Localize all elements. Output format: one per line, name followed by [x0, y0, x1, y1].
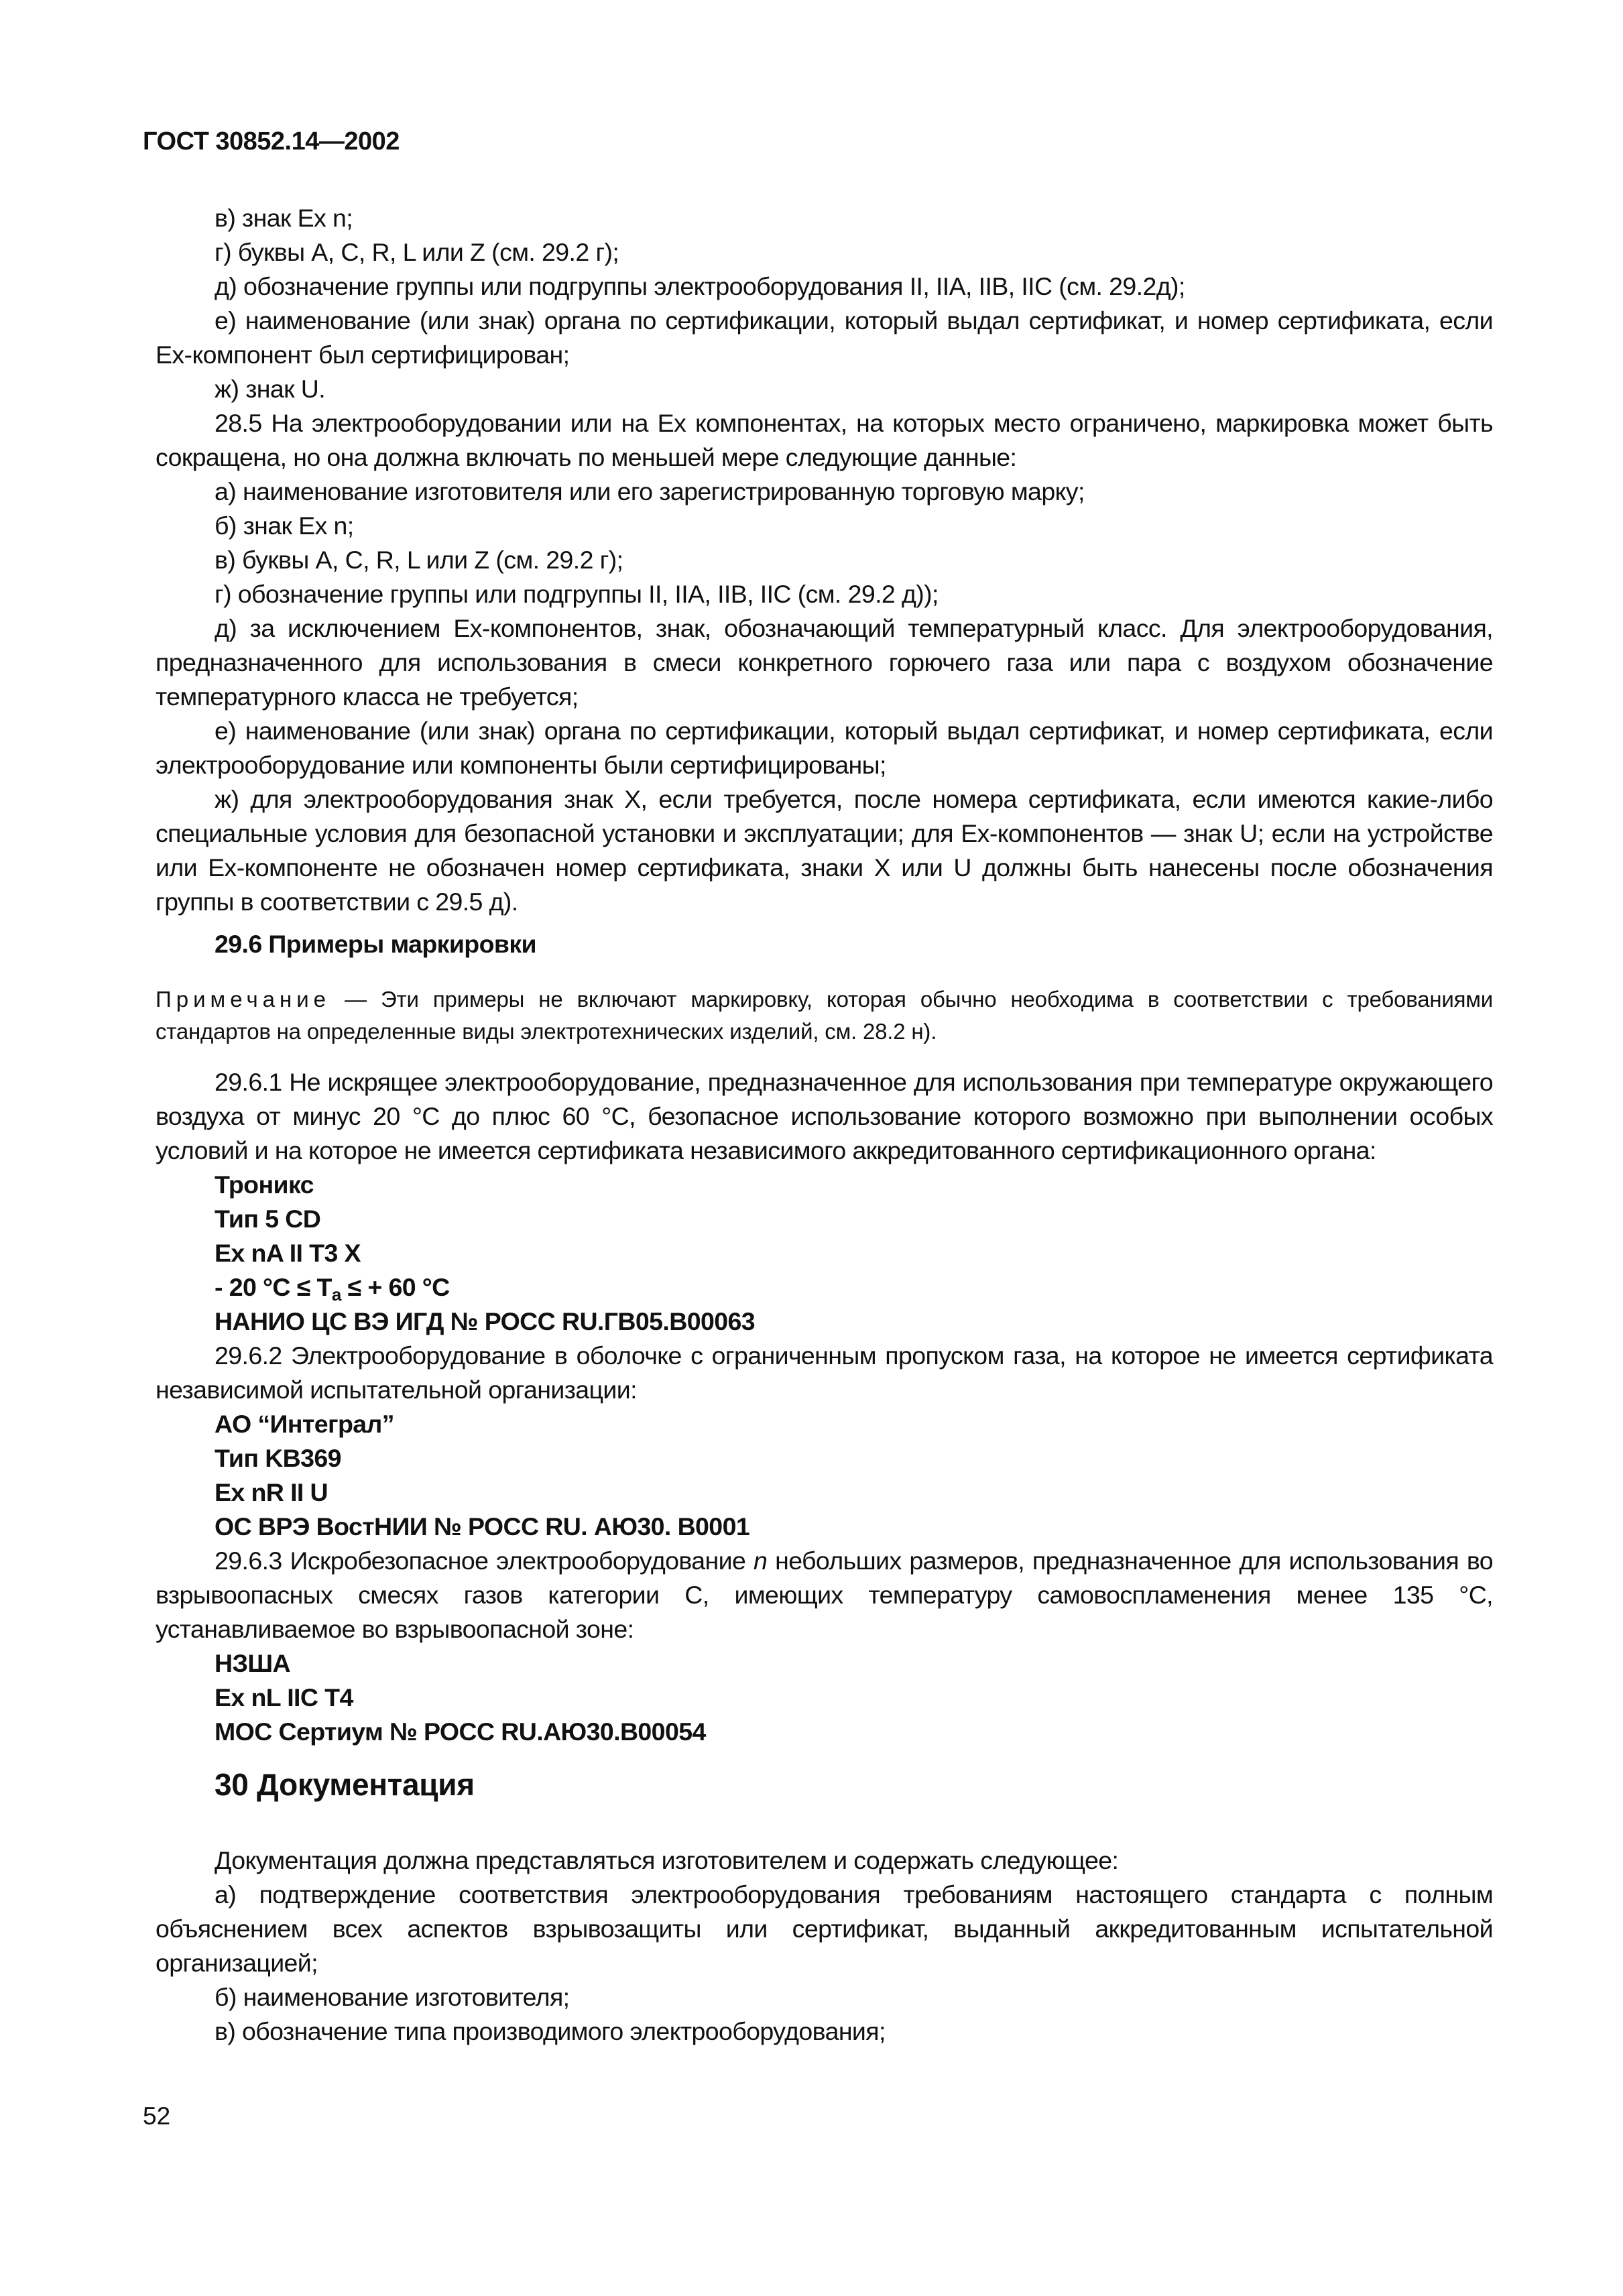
paragraph-29-6-3: 29.6.3 Искробезопасное электрооборудование n небольших размеров, предназначенное для использования во взрывоопасных смесях газов категории С, имеющих температуру самовоспламенения менее 135 °С, устанавливаемое во взрывоопасной зоне:	[156, 1547, 1494, 1643]
list-item: а) подтверждение соответствия электрооборудования требованиям настоящего стандарта с полным объяснением всех аспектов взрывозащиты или сертификат, выданный аккредитованным испытательной организацией;	[156, 1880, 1493, 1977]
subsection-heading-29-6: 29.6 Примеры маркировки	[215, 930, 536, 958]
example-line-temperature: - 20 $^\circ C \le T_a$ ≤ + 60 °C	[215, 1273, 450, 1305]
example-line: Тип KB369	[215, 1444, 341, 1472]
example-line: Ex nR II U	[215, 1478, 328, 1506]
list-item: е) наименование (или знак) органа по сертификации, который выдал сертификат, и номер сертификата, если Ex-компонент был сертифицирован;	[156, 306, 1493, 369]
example-line: ОС ВРЭ ВостНИИ № РОСС RU. АЮ30. B0001	[215, 1512, 750, 1540]
list-item: е) наименование (или знак) органа по сертификации, который выдал сертификат, и номер сертификата, если электрооборудование или компоненты были сертифицированы;	[156, 717, 1493, 779]
list-item: г) обозначение группы или подгруппы II, IIA, IIB, IIC (см. 29.2 д));	[215, 580, 939, 608]
example-line: Ex nA II T3 X	[215, 1239, 361, 1267]
note-label: Примечание	[156, 987, 331, 1012]
list-item: б) знак Ex n;	[215, 511, 354, 540]
page-number: 52	[143, 2102, 171, 2130]
example-line: Ex nL IIC T4	[215, 1683, 353, 1711]
example-line: НАНИО ЦС ВЭ ИГД № РОСС RU.ГВ05.B00063	[215, 1307, 755, 1335]
note-text: — Эти примеры не включают маркировку, которая обычно необходима в соответствии с требованиями стандартов на определенные виды электротехнических изделий, см. 28.2 н).	[156, 987, 1493, 1044]
example-line: НЗША	[215, 1649, 290, 1677]
list-item: д) за исключением Ex-компонентов, знак, обозначающий температурный класс. Для электрооборудования, предназначенного для использования в смеси конкретного горючего газа или пара с воздухом обозначение температурного класса не требуется;	[156, 614, 1493, 711]
paragraph-28-5: 28.5 На электрооборудовании или на Ex компонентах, на которых место ограничено, маркировка может быть сокращена, но она должна включать по меньшей мере следующие данные:	[156, 409, 1493, 471]
document-header: ГОСТ 30852.14—2002	[143, 127, 400, 156]
document-body	[156, 201, 1493, 2049]
list-item: б) наименование изготовителя;	[215, 1983, 570, 2011]
example-line: Тип 5 CD	[215, 1205, 321, 1233]
paragraph-30-intro: Документация должна представляться изготовителем и содержать следующее:	[215, 1846, 1119, 1874]
list-item: в) буквы A, C, R, L или Z (см. 29.2 г);	[215, 546, 623, 574]
paragraph-29-6-2: 29.6.2 Электрооборудование в оболочке с ограниченным пропуском газа, на которое не имеется сертификата независимой испытательной организации:	[156, 1341, 1493, 1404]
example-line: АО “Интеграл”	[215, 1410, 394, 1438]
list-item: д) обозначение группы или подгруппы электрооборудования II, IIA, IIB, IIC (см. 29.2д);	[215, 272, 1185, 300]
list-item: г) буквы A, C, R, L или Z (см. 29.2 г);	[215, 238, 619, 266]
note	[156, 983, 1493, 1048]
example-line: МОС Сертиум № РОСС RU.АЮ30.B00054	[215, 1717, 706, 1746]
example-line: Троникс	[215, 1170, 314, 1199]
list-item: в) знак Ex n;	[215, 204, 353, 232]
list-item: а) наименование изготовителя или его зарегистрированную торговую марку;	[215, 477, 1085, 505]
list-item: ж) для электрооборудования знак X, если требуется, после номера сертификата, если имеются какие-либо специальные условия для безопасной установки и эксплуатации; для Ex-компонентов — знак U; если на устройстве или Ex-компоненте не обозначен номер сертификата, знаки X или U должны быть нанесены после обозначения группы в соответствии с 29.5 д).	[156, 785, 1493, 916]
list-item: в) обозначение типа производимого электрооборудования;	[215, 2017, 886, 2045]
section-heading-30: 30 Документация	[215, 1767, 475, 1802]
paragraph-29-6-1: 29.6.1 Не искрящее электрооборудование, предназначенное для использования при температуре окружающего воздуха от минус 20 °С до плюс 60 °С, безопасное использование которого возможно при выполнении особых условий и на которое не имеется сертификата независимого аккредитованного сертификационного органа:	[156, 1068, 1493, 1164]
list-item: ж) знак U.	[215, 375, 326, 403]
